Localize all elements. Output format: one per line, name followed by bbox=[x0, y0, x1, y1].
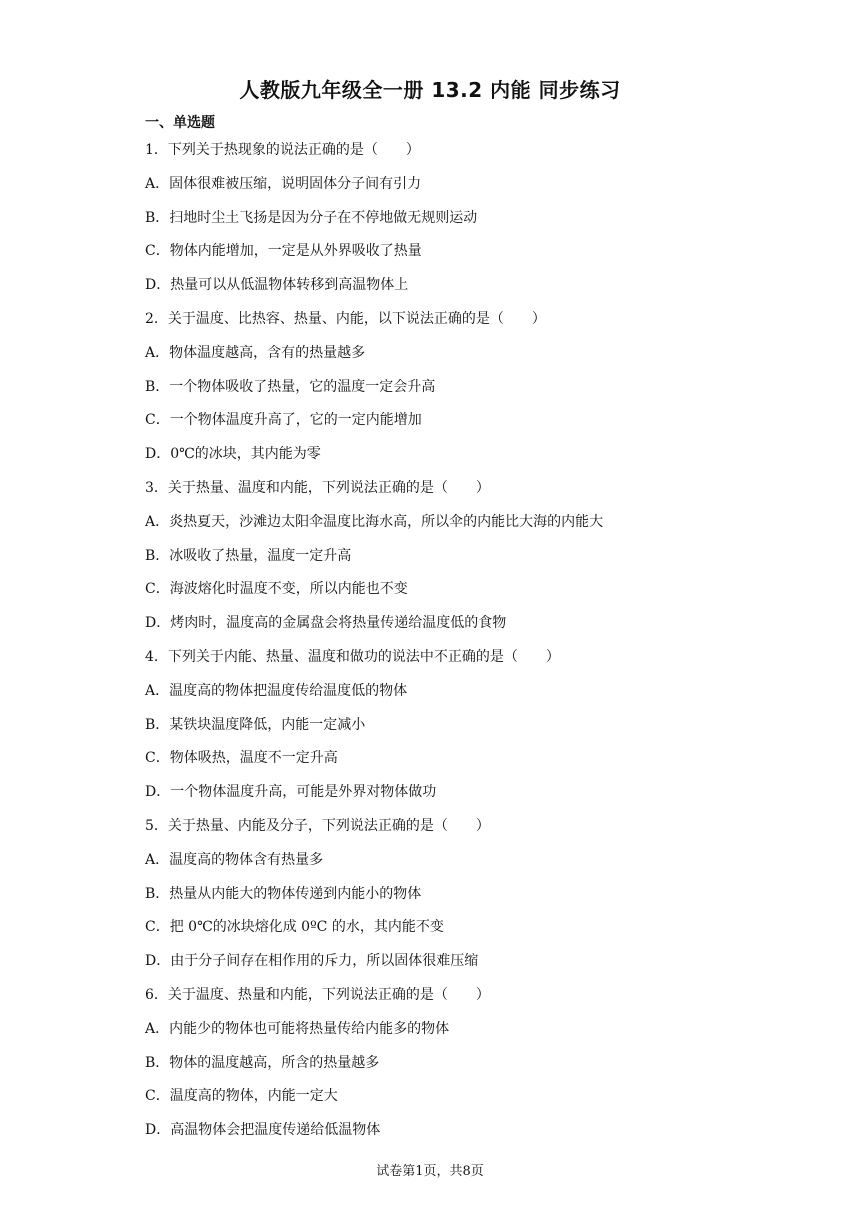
question-3 bbox=[145, 475, 745, 644]
question-1 bbox=[145, 137, 745, 306]
page-footer: 试卷第1页，共8页 bbox=[376, 1164, 484, 1179]
option-c: C．温度高的物体，内能一定大 bbox=[145, 1088, 338, 1105]
option-b: B．热量从内能大的物体传递到内能小的物体 bbox=[145, 885, 422, 902]
question-5 bbox=[145, 813, 745, 982]
option-c: C．物体吸热，温度不一定升高 bbox=[145, 750, 338, 767]
question-stem: 1．下列关于热现象的说法正确的是（ ） bbox=[145, 142, 420, 158]
question-stem: 5．关于热量、内能及分子，下列说法正确的是（ ） bbox=[145, 817, 490, 834]
option-b: B．冰吸收了热量，温度一定升高 bbox=[145, 547, 352, 564]
question-stem: 4．下列关于内能、热量、温度和做功的说法中不正确的是（ ） bbox=[145, 648, 560, 665]
question-6 bbox=[145, 982, 745, 1151]
option-c: C．海波熔化时温度不变，所以内能也不变 bbox=[145, 581, 408, 598]
option-a: A．温度高的物体把温度传给温度低的物体 bbox=[145, 682, 408, 699]
section-heading: 一、单选题 bbox=[145, 115, 215, 131]
option-a: A．炎热夏天，沙滩边太阳伞温度比海水高，所以伞的内能比大海的内能大 bbox=[145, 513, 604, 530]
question-stem: 6．关于温度、热量和内能，下列说法正确的是（ ） bbox=[145, 986, 490, 1003]
option-b: B．一个物体吸收了热量，它的温度一定会升高 bbox=[145, 378, 436, 395]
option-d: D．一个物体温度升高，可能是外界对物体做功 bbox=[145, 784, 437, 801]
question-stem: 2．关于温度、比热容、热量、内能，以下说法正确的是（ ） bbox=[145, 310, 546, 327]
option-c: C．把 0℃的冰块熔化成 0ºC 的水，其内能不变 bbox=[145, 919, 444, 936]
option-a: A．物体温度越高，含有的热量越多 bbox=[145, 344, 366, 361]
option-c: C．物体内能增加，一定是从外界吸收了热量 bbox=[145, 243, 422, 260]
page-title: 人教版九年级全一册 13.2 内能 同步练习 bbox=[239, 78, 621, 102]
option-b: B．物体的温度越高，所含的热量越多 bbox=[145, 1054, 380, 1071]
option-b: B．某铁块温度降低，内能一定减小 bbox=[145, 716, 366, 733]
option-a: A．温度高的物体含有热量多 bbox=[145, 851, 324, 868]
question-2 bbox=[145, 306, 745, 475]
option-a: A．固体很难被压缩，说明固体分子间有引力 bbox=[145, 175, 422, 192]
question-4 bbox=[145, 644, 745, 813]
option-d: D．由于分子间存在相作用的斥力，所以固体很难压缩 bbox=[145, 953, 479, 970]
option-d: D．高温物体会把温度传递给低温物体 bbox=[145, 1122, 381, 1139]
option-d: D．烤肉时，温度高的金属盘会将热量传递给温度低的食物 bbox=[145, 615, 507, 632]
question-list bbox=[145, 137, 745, 1151]
option-b: B．扫地时尘土飞扬是因为分子在不停地做无规则运动 bbox=[145, 209, 478, 226]
option-d: D．0℃的冰块，其内能为零 bbox=[145, 446, 321, 463]
option-d: D．热量可以从低温物体转移到高温物体上 bbox=[145, 277, 409, 294]
question-stem: 3．关于热量、温度和内能，下列说法正确的是（ ） bbox=[145, 479, 490, 496]
option-a: A．内能少的物体也可能将热量传给内能多的物体 bbox=[145, 1020, 450, 1037]
option-c: C．一个物体温度升高了，它的一定内能增加 bbox=[145, 412, 422, 429]
